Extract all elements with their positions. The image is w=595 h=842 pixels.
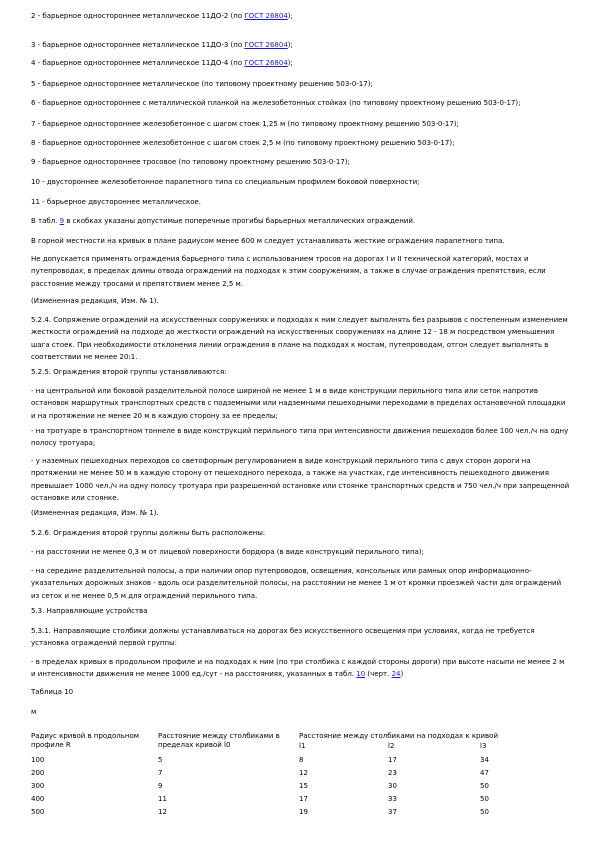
paragraph: В горной местности на кривых в плане радиусом менее 600 м следует устанавливать жесткие ограждения парапетного типа. <box>31 237 505 245</box>
paragraph: В табл. 9 в скобках указаны допустимые поперечные прогибы барьерных металлических ограждений. <box>31 217 416 225</box>
section-heading: 5.3. Направляющие устройства <box>31 607 148 615</box>
table-cell: 17 <box>388 756 397 764</box>
table-9-link[interactable]: 9 <box>59 217 65 225</box>
table-cell: 47 <box>480 769 489 777</box>
table-cell: 50 <box>480 795 489 803</box>
gost-link[interactable]: ГОСТ 26804 <box>244 59 288 67</box>
table-header-approach: Расстояние между столбиками на подходах к кривой <box>299 732 499 740</box>
table-subheader-l3: l3 <box>480 742 487 750</box>
table-cell: 8 <box>299 756 304 764</box>
table-cell: 12 <box>158 808 167 816</box>
table-cell: 7 <box>158 769 163 777</box>
paragraph: 8 - барьерное одностороннее железобетонное с шагом стоек 2,5 м (по типовому проектному решению 503-0-17); <box>31 139 455 147</box>
table-cell: 23 <box>388 769 397 777</box>
paragraph: 2 - барьерное одностороннее металлическое 11ДО-2 (по ГОСТ 26804); <box>31 12 293 20</box>
paragraph: 5 - барьерное одностороннее металлическое (по типовому проектному решению 503-0-17); <box>31 80 373 88</box>
paragraph: 5.2.6. Ограждения второй группы должны быть расположены: <box>31 529 266 537</box>
table-cell: 100 <box>31 756 45 764</box>
table-cell: 15 <box>299 782 308 790</box>
paragraph: 7 - барьерное одностороннее железобетонное с шагом стоек 1,25 м (по типовому проектному решению 503-0-17); <box>31 120 459 128</box>
table-cell: 17 <box>299 795 308 803</box>
gost-link[interactable]: ГОСТ 26804 <box>244 41 288 49</box>
table-cell: 12 <box>299 769 308 777</box>
paragraph: (Измененная редакция, Изм. № 1). <box>31 297 159 305</box>
paragraph: Не допускается применять ограждения барьерного типа с использованием тросов на дорогах I и II технической категорий, мостах и путепроводах, в пределах длины отвода ограждений на подходах к этим сооружениям, а также в случае ограждения препятствия, если расстояние между тросами и препятствием менее 2,5 м. <box>31 255 546 288</box>
paragraph: - на центральной или боковой разделительной полосе шириной не менее 1 м в виде конструкции перильного типа или сеток напротив остановок маршрутных транспортных средств с подземными или надземными пешеходными переходами в пределах остановочной площадки и на протяжении не менее 20 м в каждую сторону за ее пределы; <box>31 387 566 420</box>
paragraph: - на середине разделительной полосы, а при наличии опор путепроводов, освещения, консольных или рамных опор информационно-указательных дорожных знаков - вдоль оси разделительной полосы, на расстоянии не менее 1 м от кромки проезжей части для ограждений из сеток и не менее 0,5 м для ограждений перильного типа. <box>31 567 562 600</box>
gost-link[interactable]: ГОСТ 26804 <box>244 12 288 20</box>
table-cell: 50 <box>480 782 489 790</box>
table-caption: Таблица 10 <box>31 688 74 696</box>
table-cell: 200 <box>31 769 45 777</box>
table-cell: 50 <box>480 808 489 816</box>
table-subheader-l2: l2 <box>388 742 395 750</box>
paragraph: - у наземных пешеходных переходов со светофорным регулированием в виде конструкций перильного типа с двух сторон дороги на протяжении не менее 50 м в каждую сторону от пешеходного перехода, а также на участках, где интенсивность пешеходного движения превышает 1000 чел./ч на одну полосу тротуара при разрешенной остановке или стоянке транспортных средств и 750 чел./ч при запрещенной остановке или стоянке. <box>31 457 570 503</box>
table-cell: 37 <box>388 808 397 816</box>
table-header-l0: Расстояние между столбиками в пределах кривой l0 <box>158 732 280 749</box>
data-table <box>31 732 571 822</box>
table-cell: 5 <box>158 756 163 764</box>
figure-24-link[interactable]: 24 <box>391 670 401 679</box>
table-cell: 400 <box>31 795 45 803</box>
paragraph: 9 - барьерное одностороннее тросовое (по типовому проектному решению 503-0-17); <box>31 158 350 166</box>
table-cell: 30 <box>388 782 397 790</box>
table-unit: м <box>31 708 37 716</box>
table-cell: 9 <box>158 782 163 790</box>
table-subheader-l1: l1 <box>299 742 306 750</box>
paragraph: 5.2.4. Сопряжение ограждений на искусственных сооружениях и подходах к ним следует выполнять без разрывов с постепенным изменением жесткости ограждений на подходе до жесткости ограждений на искусственных сооружениях на длине 12 - 18 м посредством уменьшения шага стоек. При необходимости отклонения линии ограждения в плане на подходах к мостам, путепроводам, отгон следует выполнять в соответствии не менее 20:1. <box>31 316 568 362</box>
paragraph: - на тротуаре в транспортном тоннеле в виде конструкций перильного типа при интенсивности движения пешеходов более 100 чел./ч на одну полосу тротуара; <box>31 427 569 448</box>
table-10-link[interactable]: 10 <box>356 670 366 679</box>
table-cell: 11 <box>158 795 167 803</box>
table-cell: 33 <box>388 795 397 803</box>
paragraph: 4 - барьерное одностороннее металлическое 11ДО-4 (по ГОСТ 26804); <box>31 59 293 67</box>
paragraph: - в пределах кривых в продольном профиле и на подходах к ним (по три столбика с каждой стороны дороги) при высоте насыпи не менее 2 м и интенсивности движения не менее 1000 ед./сут - на расстояниях, указанных в табл. 10 (черт. 24) <box>31 658 565 679</box>
table-cell: 300 <box>31 782 45 790</box>
table-cell: 500 <box>31 808 45 816</box>
table-cell: 34 <box>480 756 489 764</box>
paragraph: 10 - двустороннее железобетонное парапетного типа со специальным профилем боковой поверхности; <box>31 178 420 186</box>
table-header-radius: Радиус кривой в продольном профиле R <box>31 732 140 749</box>
paragraph: - на расстоянии не менее 0,3 м от лицевой поверхности бордюра (в виде конструкций перильного типа); <box>31 548 424 556</box>
paragraph: 5.3.1. Направляющие столбики должны устанавливаться на дорогах без искусственного освещения при условиях, когда не требуется установка ограждений первой группы: <box>31 627 535 648</box>
paragraph: (Измененная редакция, Изм. № 1). <box>31 509 159 517</box>
paragraph: 3 - барьерное одностороннее металлическое 11ДО-3 (по ГОСТ 26804); <box>31 41 293 49</box>
paragraph: 5.2.5. Ограждения второй группы устанавливаются: <box>31 368 227 376</box>
table-cell: 19 <box>299 808 308 816</box>
paragraph: 6 - барьерное одностороннее с металлической планкой на железобетонных стойках (по типовому проектному решению 503-0-17); <box>31 99 521 107</box>
paragraph: 11 - барьерное двустороннее металлическое. <box>31 198 202 206</box>
